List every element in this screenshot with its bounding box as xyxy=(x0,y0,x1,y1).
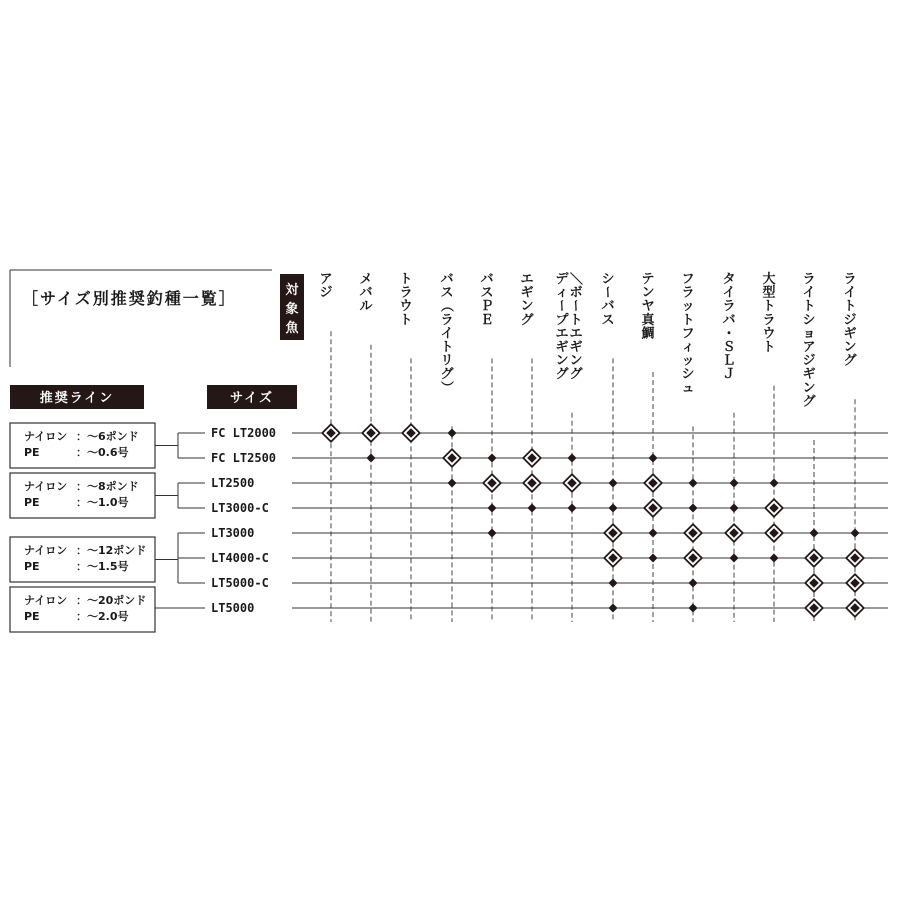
fish-label xyxy=(600,272,615,328)
fish-label-char: ン xyxy=(569,353,583,369)
mark-usable xyxy=(488,504,497,513)
fish-label-char: ィ xyxy=(681,340,695,355)
fish-label-char: Ｊ xyxy=(722,367,736,383)
mark-usable xyxy=(609,604,618,613)
fish-label-char: ン xyxy=(843,340,857,355)
fish-label-char: プ xyxy=(555,312,569,328)
fish-label-char: 真 xyxy=(641,312,655,328)
fish-label-char: ギ xyxy=(555,340,569,355)
svg-text:魚: 魚 xyxy=(285,321,299,336)
mark-usable xyxy=(770,554,779,563)
mark-recommended xyxy=(764,498,784,518)
fish-label-char: ア xyxy=(802,340,816,355)
nylon-value: ：～20ポンド xyxy=(76,594,147,607)
fish-label-char: イ xyxy=(843,285,857,301)
fish-label-char: ト xyxy=(843,299,857,315)
mark-recommended xyxy=(845,598,865,618)
size-label: LT3000-C xyxy=(211,501,269,515)
chart-marks xyxy=(321,423,865,618)
fish-label xyxy=(762,271,775,355)
mark-recommended xyxy=(764,523,784,543)
recommended-line-header: 推奨ライン xyxy=(39,391,115,406)
fish-label-char: ラ xyxy=(722,299,736,315)
fish-label-char: イ xyxy=(802,285,816,301)
fish-label-char: ギ xyxy=(569,340,583,355)
fish-label-char: ジ xyxy=(319,285,333,301)
pe-label: PE xyxy=(24,560,40,573)
fish-label-char: シ xyxy=(601,272,615,287)
fish-label-char: ジ xyxy=(843,312,857,328)
size-header: サイズ xyxy=(230,391,274,406)
fish-label-char: ル xyxy=(359,299,373,315)
fish-label-char: ン xyxy=(555,353,569,369)
mark-usable xyxy=(730,479,739,488)
line-box xyxy=(10,537,155,582)
size-labels xyxy=(211,426,276,615)
fish-label-char: ラ xyxy=(399,285,413,301)
mark-recommended xyxy=(442,448,462,468)
mark-usable xyxy=(609,579,618,588)
fish-label-char: メ xyxy=(359,272,373,287)
nylon-label: ナイロン xyxy=(24,544,68,557)
line-box xyxy=(10,473,155,518)
fish-label-char: グ xyxy=(555,367,569,383)
fish-label-char: ウ xyxy=(399,299,413,315)
fish-label xyxy=(439,272,455,394)
fish-label-char: Ｓ xyxy=(722,340,736,355)
pe-value: ：～1.0号 xyxy=(76,496,129,509)
mark-recommended xyxy=(562,473,582,493)
fish-label-char: グ xyxy=(440,367,454,383)
fish-label-char: ー xyxy=(567,299,583,313)
fish-label-char: ア xyxy=(319,272,333,287)
size-bracket xyxy=(155,433,205,458)
fish-label xyxy=(641,272,655,341)
size-label: FC LT2000 xyxy=(211,426,277,440)
mark-usable xyxy=(568,454,577,463)
target-fish-header xyxy=(285,282,299,336)
mark-usable xyxy=(367,454,376,463)
pe-value: ：～0.6号 xyxy=(76,446,129,459)
size-label: LT3000 xyxy=(211,526,255,540)
fish-label-char: ト xyxy=(399,312,413,328)
fish-label-char: グ xyxy=(843,353,857,369)
fish-label-char: ン xyxy=(802,380,816,396)
fish-label-char: ウ xyxy=(762,326,776,342)
size-brackets xyxy=(155,433,205,608)
fish-label-char: ボ xyxy=(569,285,583,301)
mark-recommended xyxy=(522,448,542,468)
mark-recommended xyxy=(321,423,341,443)
fish-label xyxy=(554,272,584,382)
mark-usable xyxy=(649,529,658,538)
pe-label: PE xyxy=(24,610,40,623)
fish-label-char: タ xyxy=(722,272,736,287)
mark-usable xyxy=(689,504,698,513)
mark-usable xyxy=(649,454,658,463)
nylon-label: ナイロン xyxy=(24,480,68,493)
mark-usable xyxy=(528,504,537,513)
mark-recommended xyxy=(643,473,663,493)
size-label: LT4000-C xyxy=(211,551,269,565)
fish-label-char: バ xyxy=(601,299,615,315)
fish-label-char: ラ xyxy=(762,312,776,328)
fish-label-char: Ｅ xyxy=(480,312,494,328)
pe-label: PE xyxy=(24,496,40,509)
fish-label-char: イ xyxy=(440,326,454,342)
pe-value: ：～2.0号 xyxy=(76,610,129,623)
fish-column-lines xyxy=(331,331,855,622)
fish-label-char: エ xyxy=(569,326,583,342)
size-bracket xyxy=(155,533,205,583)
fish-label-char: バ xyxy=(722,312,736,328)
mark-recommended xyxy=(683,523,703,543)
fish-label-char: ／ xyxy=(567,271,583,286)
fish-label-char: ト xyxy=(440,340,454,355)
mark-usable xyxy=(609,479,618,488)
fish-label-char: ラ xyxy=(843,272,857,287)
fish-label-char: Ｐ xyxy=(480,299,494,315)
fish-label-char: ン xyxy=(520,299,534,315)
fish-label xyxy=(399,272,412,328)
fish-label-char: バ xyxy=(359,285,373,301)
mark-recommended xyxy=(603,548,623,568)
mark-usable xyxy=(689,604,698,613)
line-box xyxy=(10,587,155,632)
svg-text:象: 象 xyxy=(285,302,299,317)
fish-label-char: ー xyxy=(553,299,569,313)
fish-label-char: ヤ xyxy=(641,299,655,315)
nylon-value: ：～8ポンド xyxy=(76,480,139,493)
fish-label-char: ョ xyxy=(802,326,816,342)
mark-usable xyxy=(568,504,577,513)
mark-usable xyxy=(488,454,497,463)
fish-label-char: ギ xyxy=(520,285,534,301)
pe-value: ：～1.5号 xyxy=(76,560,129,573)
fish-label xyxy=(722,272,735,382)
mark-recommended xyxy=(845,573,865,593)
fish-label-char: ラ xyxy=(802,272,816,287)
mark-recommended xyxy=(845,548,865,568)
size-row-lines xyxy=(292,433,888,608)
nylon-value: ：～12ポンド xyxy=(76,544,147,557)
fish-label xyxy=(843,272,857,369)
fish-label xyxy=(681,272,694,396)
fish-label-char: イ xyxy=(722,285,736,301)
fish-label-char: ト xyxy=(681,312,695,328)
pe-label: PE xyxy=(24,446,40,459)
fish-label xyxy=(802,272,816,409)
fish-label-char: ジ xyxy=(802,353,816,369)
fish-label-char: フ xyxy=(681,326,695,342)
fish-label-char: ッ xyxy=(681,353,695,369)
mark-recommended xyxy=(804,548,824,568)
fish-label-char: バ xyxy=(440,272,454,287)
fish-label-char: ス xyxy=(480,285,494,301)
mark-usable xyxy=(689,479,698,488)
chart-title: ［サイズ別推奨釣種一覧］ xyxy=(22,289,237,308)
fish-label-char: エ xyxy=(555,326,569,342)
line-boxes xyxy=(10,423,155,632)
fish-label-char: ラ xyxy=(681,285,695,301)
fish-label-char: バ xyxy=(480,272,494,287)
fish-label-char: エ xyxy=(520,272,534,287)
mark-usable xyxy=(770,479,779,488)
fish-label-char: グ xyxy=(802,394,816,410)
nylon-label: ナイロン xyxy=(24,430,68,443)
fish-label-char: 鯛 xyxy=(641,326,655,342)
size-label: LT5000 xyxy=(211,601,255,615)
fish-label-char: ラ xyxy=(440,312,454,328)
mark-recommended xyxy=(401,423,421,443)
mark-usable xyxy=(730,504,739,513)
mark-usable xyxy=(448,479,457,488)
fish-label-char: フ xyxy=(681,272,695,287)
line-box xyxy=(10,423,155,468)
fish-label xyxy=(520,272,534,328)
fish-label-char: デ xyxy=(555,272,569,287)
fish-label-char: ギ xyxy=(802,367,816,383)
fish-label-char: リ xyxy=(440,353,454,369)
fish-label-char: 大 xyxy=(762,272,776,287)
fish-labels xyxy=(319,271,857,409)
fish-label-char: ー xyxy=(599,285,615,299)
mark-recommended xyxy=(361,423,381,443)
fish-label-char: ・ xyxy=(722,326,736,342)
fish-label-char: ン xyxy=(641,285,655,301)
size-label: FC LT2500 xyxy=(211,451,277,465)
fish-label-char: ） xyxy=(438,380,454,394)
size-bracket xyxy=(155,483,205,508)
fish-label-char: グ xyxy=(520,312,534,328)
mark-recommended xyxy=(804,573,824,593)
fish-label-char: ト xyxy=(802,299,816,315)
mark-usable xyxy=(730,554,739,563)
mark-usable xyxy=(810,529,819,538)
mark-recommended xyxy=(482,473,502,493)
fish-label-char: ト xyxy=(762,340,776,355)
fish-label-char: シ xyxy=(681,367,695,383)
mark-usable xyxy=(488,529,497,538)
mark-recommended xyxy=(724,523,744,543)
fish-label xyxy=(480,272,493,328)
mark-usable xyxy=(851,529,860,538)
fish-label-char: シ xyxy=(802,312,816,328)
fish-label xyxy=(319,272,332,301)
fish-label-char: ッ xyxy=(681,299,695,315)
fish-label-char: ト xyxy=(399,272,413,287)
mark-usable xyxy=(448,429,457,438)
mark-recommended xyxy=(643,498,663,518)
fish-label-char: ュ xyxy=(681,380,695,396)
fish-label-char: Ｌ xyxy=(722,353,736,369)
fish-label-char: ス xyxy=(601,312,615,328)
mark-usable xyxy=(609,504,618,513)
size-label: LT5000-C xyxy=(211,576,269,590)
fish-label-char: ト xyxy=(762,299,776,315)
mark-usable xyxy=(689,579,698,588)
fish-label-char: ギ xyxy=(843,326,857,342)
fish-label-char: （ xyxy=(438,299,454,313)
mark-recommended xyxy=(522,473,542,493)
fish-label-char: グ xyxy=(569,367,583,383)
nylon-label: ナイロン xyxy=(24,594,68,607)
mark-recommended xyxy=(603,523,623,543)
fish-label-char: ト xyxy=(569,312,583,328)
fish-label-char: ィ xyxy=(555,285,569,301)
fish-label xyxy=(359,272,373,314)
nylon-value: ：～6ポンド xyxy=(76,430,139,443)
mark-recommended xyxy=(683,548,703,568)
mark-usable xyxy=(649,554,658,563)
mark-recommended xyxy=(804,598,824,618)
fish-label-char: テ xyxy=(641,272,655,287)
svg-text:対: 対 xyxy=(285,283,299,298)
fish-label-char: 型 xyxy=(762,285,776,301)
size-label: LT2500 xyxy=(211,476,255,490)
fish-label-char: ス xyxy=(440,285,454,301)
